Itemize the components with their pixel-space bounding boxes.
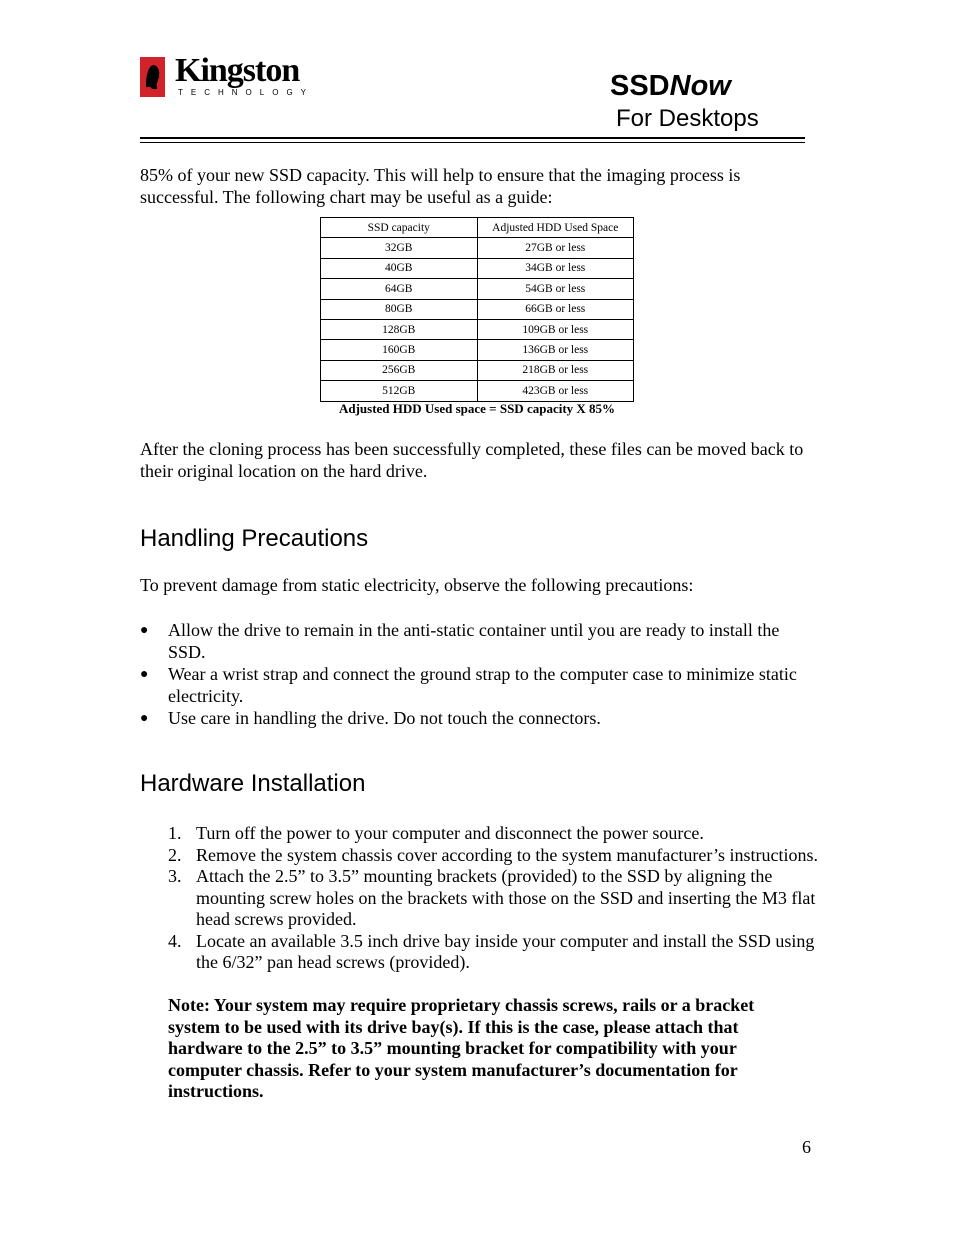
- list-item: [140, 708, 820, 730]
- product-name: [610, 66, 731, 106]
- ssd-capacity-cell: 80GB: [321, 299, 478, 319]
- installation-steps: [168, 823, 818, 974]
- hdd-space-cell: 218GB or less: [477, 360, 634, 380]
- ssd-capacity-cell: 256GB: [321, 360, 478, 380]
- precautions-intro: To prevent damage from static electricity, observe the following precautions:: [140, 575, 694, 595]
- table-row: [321, 319, 634, 339]
- kingston-head-icon: [140, 57, 165, 97]
- step-item: [168, 866, 818, 931]
- intro-paragraph: 85% of your new SSD capacity. This will help to ensure that the imaging process is successful. The following chart may be useful as a guide:: [140, 165, 741, 207]
- step-text: Remove the system chassis cover according to the system manufacturer’s instructions.: [196, 844, 819, 865]
- precautions-list: [140, 620, 820, 731]
- header-rule-thin: [140, 142, 805, 143]
- step-text: Turn off the power to your computer and disconnect the power source.: [196, 823, 704, 843]
- header-adjusted-hdd: Adjusted HDD Used Space: [477, 218, 634, 238]
- header-ssd-capacity: SSD capacity: [321, 218, 478, 238]
- step-item: [168, 823, 818, 845]
- list-item: [140, 620, 820, 663]
- page-number: 6: [802, 1137, 811, 1157]
- hdd-space-cell: 109GB or less: [477, 319, 634, 339]
- hdd-space-cell: 27GB or less: [477, 238, 634, 258]
- kingston-logo: [140, 52, 330, 100]
- table-row: [321, 299, 634, 319]
- ssd-capacity-cell: 128GB: [321, 319, 478, 339]
- header-rule-thick: [140, 137, 805, 139]
- table-row: [321, 238, 634, 258]
- list-item: [140, 664, 820, 707]
- table-header-row: [321, 218, 634, 238]
- hdd-space-cell: 54GB or less: [477, 279, 634, 299]
- step-text: Locate an available 3.5 inch drive bay inside your computer and install the SSD using the 6/32” pan head screws (provided).: [196, 930, 815, 972]
- section-heading-installation: Hardware Installation: [140, 770, 366, 797]
- table-row: [321, 360, 634, 380]
- ssd-capacity-cell: 160GB: [321, 340, 478, 360]
- table-caption: Adjusted HDD Used space = SSD capacity X 85%: [338, 401, 616, 416]
- step-number: 3.: [168, 866, 182, 886]
- list-item-text: Allow the drive to remain in the anti-static container until you are ready to install the SSD.: [168, 620, 780, 662]
- bullet-icon: ●: [140, 623, 149, 638]
- step-number: 1.: [168, 823, 182, 843]
- ssd-capacity-cell: 32GB: [321, 238, 478, 258]
- bullet-icon: ●: [140, 667, 149, 682]
- hdd-space-cell: 34GB or less: [477, 258, 634, 278]
- list-item-text: Wear a wrist strap and connect the ground strap to the computer case to minimize static electricity.: [168, 664, 797, 706]
- hdd-space-cell: 66GB or less: [477, 299, 634, 319]
- product-subtitle: For Desktops: [616, 105, 759, 132]
- section-heading-precautions: Handling Precautions: [140, 525, 369, 552]
- step-text: Attach the 2.5” to 3.5” mounting brackets (provided) to the SSD by aligning the mounting screw holes on the brackets with those on the SSD and inserting the M3 flat head screws provided.: [196, 866, 816, 929]
- after-table-paragraph: After the cloning process has been successfully completed, these files can be moved back to their original location on the hard drive.: [140, 439, 804, 481]
- hdd-space-cell: 136GB or less: [477, 340, 634, 360]
- hdd-space-cell: 423GB or less: [477, 381, 634, 401]
- brand-tagline: TECHNOLOGY: [178, 88, 315, 97]
- list-item-text: Use care in handling the drive. Do not touch the connectors.: [168, 708, 601, 728]
- step-number: 2.: [168, 844, 182, 865]
- table-row: [321, 258, 634, 278]
- installation-note: Note: Your system may require proprietary chassis screws, rails or a bracket system to be used with its drive bay(s). If this is the case, please attach that hardware to the 2.5” to 3.5” mounting bracket for compatibility with your computer chassis. Refer to your system manufacturer’s documentation for instructions.: [168, 995, 755, 1101]
- step-item: [168, 931, 818, 974]
- table-row: [321, 340, 634, 360]
- product-prefix: SSD: [610, 70, 670, 102]
- table-row: [321, 279, 634, 299]
- bullet-icon: ●: [140, 711, 149, 726]
- step-number: 4.: [168, 930, 182, 951]
- table-row: [321, 381, 634, 401]
- product-suffix: Now: [669, 70, 731, 102]
- ssd-capacity-cell: 40GB: [321, 258, 478, 278]
- ssd-capacity-cell: 64GB: [321, 279, 478, 299]
- capacity-table: [320, 217, 634, 402]
- step-item: [168, 845, 818, 867]
- ssd-capacity-cell: 512GB: [321, 381, 478, 401]
- brand-wordmark: Kingston: [175, 52, 300, 89]
